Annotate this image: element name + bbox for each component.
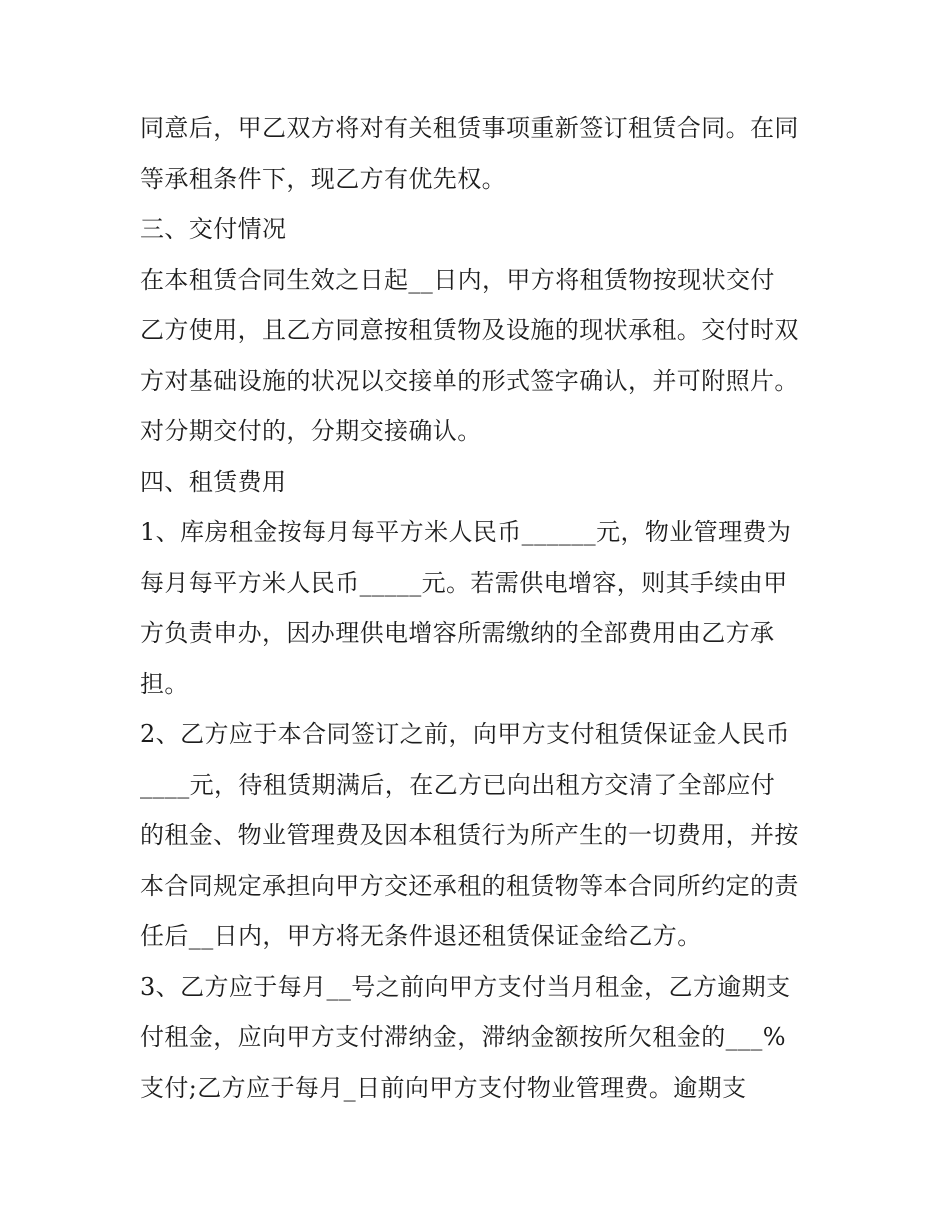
section-heading: 四、租赁费用 xyxy=(140,467,287,496)
section-heading: 三、交付情况 xyxy=(140,215,287,243)
text-line: 等承租条件下，现乙方有优先权。 xyxy=(140,164,506,193)
text-line: 付租金，应向甲方支付滞纳金，滞纳金额按所欠租金的___% xyxy=(140,1023,787,1051)
text-line: 本合同规定承担向甲方交还承租的租赁物等本合同所约定的责 xyxy=(140,871,799,900)
text-line: 3、乙方应于每月__号之前向甲方支付当月租金，乙方逾期支 xyxy=(140,972,791,1001)
document-body xyxy=(140,103,820,1113)
text-line: 乙方使用，且乙方同意按租赁物及设施的现状承租。交付时双 xyxy=(140,316,799,344)
text-line: 任后__日内，甲方将无条件退还租赁保证金给乙方。 xyxy=(140,922,702,950)
text-line: 方对基础设施的状况以交接单的形式签字确认，并可附照片。 xyxy=(140,366,799,395)
text-line: ____元，待租赁期满后，在乙方已向出租方交清了全部应付 xyxy=(140,770,776,799)
text-line: 对分期交付的，分期交接确认。 xyxy=(140,417,482,445)
text-line: 每月每平方米人民币_____元。若需供电增容，则其手续由甲 xyxy=(140,568,788,597)
text-line: 1、库房租金按每月每平方米人民币______元，物业管理费为 xyxy=(140,518,792,546)
text-line: 方负责申办，因办理供电增容所需缴纳的全部费用由乙方承 xyxy=(140,619,775,647)
text-line: 担。 xyxy=(140,669,189,698)
text-line: 2、乙方应于本合同签订之前，向甲方支付租赁保证金人民币 xyxy=(140,720,791,748)
text-line: 在本租赁合同生效之日起__日内，甲方将租赁物按现状交付 xyxy=(140,265,775,294)
text-line: 支付;乙方应于每月_日前向甲方支付物业管理费。逾期支 xyxy=(140,1073,747,1102)
text-line: 同意后，甲乙双方将对有关租赁事项重新签订租赁合同。在同 xyxy=(140,114,799,142)
text-line: 的租金、物业管理费及因本租赁行为所产生的一切费用，并按 xyxy=(140,821,799,849)
